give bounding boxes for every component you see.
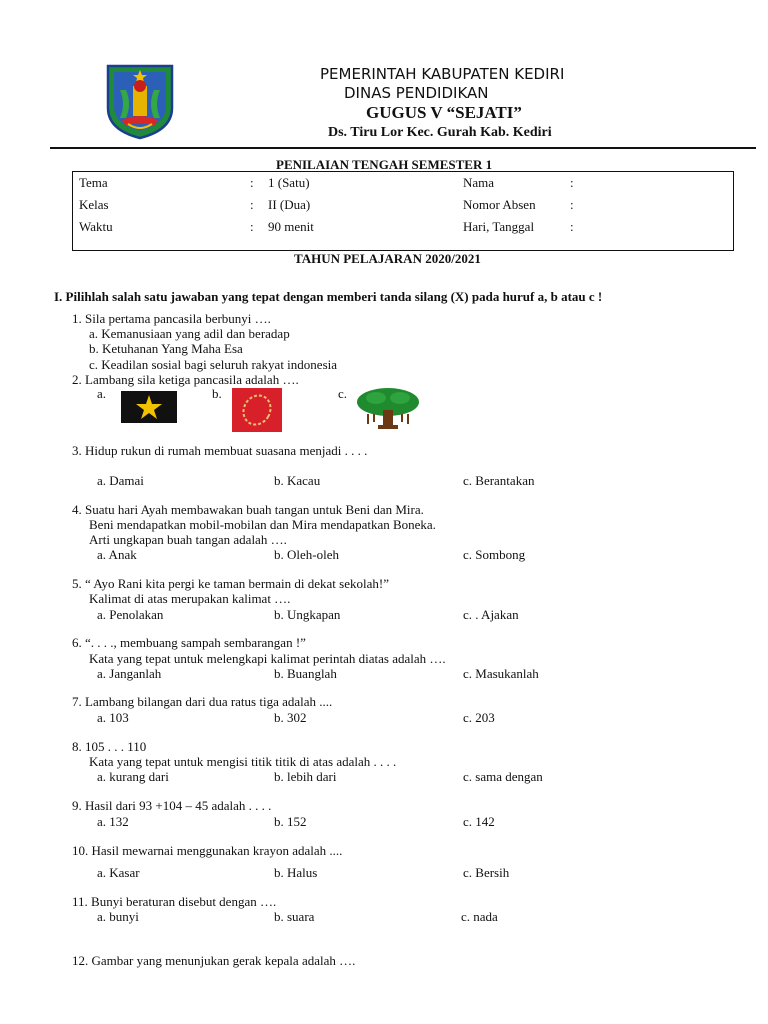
question-4: 4. Suatu hari Ayah membawakan buah tangan untuk Beni dan Mira.	[72, 502, 424, 517]
q5-option-b[interactable]: b. Ungkapan	[274, 607, 341, 622]
question-4-line-3: Arti ungkapan buah tangan adalah ….	[89, 532, 287, 547]
q3-option-c[interactable]: c. Berantakan	[463, 473, 535, 488]
q3-option-a[interactable]: a. Damai	[97, 473, 144, 488]
section-1-instruction: I. Pilihlah salah satu jawaban yang tepat dengan memberi tanda silang (X) pada huruf a, b atau c !	[54, 289, 603, 304]
q2-option-c[interactable]: c.	[338, 386, 348, 401]
hari-label: Hari, Tanggal	[463, 219, 535, 234]
q9-option-b[interactable]: b. 152	[274, 814, 307, 829]
q1-option-c[interactable]: c. Keadilan sosial bagi seluruh rakyat indonesia	[89, 357, 338, 372]
q8-option-a[interactable]: a. kurang dari	[97, 769, 169, 784]
q11-option-a[interactable]: a. bunyi	[97, 909, 139, 924]
q7-option-a[interactable]: a. 103	[97, 710, 129, 725]
school-year: TAHUN PELAJARAN 2020/2021	[294, 251, 481, 266]
waktu-label: Waktu	[79, 219, 113, 234]
q3-option-b[interactable]: b. Kacau	[274, 473, 321, 488]
header-address: Ds. Tiru Lor Kec. Gurah Kab. Kediri	[328, 125, 552, 140]
question-2: 2. Lambang sila ketiga pancasila adalah ….	[72, 372, 299, 387]
question-6: 6. “. . . ., membuang sampah sembarangan !”	[72, 635, 306, 650]
kelas-colon: :	[250, 197, 254, 212]
exam-title: PENILAIAN TENGAH SEMESTER 1	[276, 157, 493, 172]
star-emblem-icon	[121, 391, 177, 423]
question-12: 12. Gambar yang menunjukan gerak kepala adalah ….	[72, 953, 356, 968]
q7-option-c[interactable]: c. 203	[463, 710, 495, 725]
q7-option-b[interactable]: b. 302	[274, 710, 307, 725]
nama-label: Nama	[463, 175, 495, 190]
q4-option-a[interactable]: a. Anak	[97, 547, 137, 562]
question-8-line-2: Kata yang tepat untuk mengisi titik titik di atas adalah . . . .	[89, 754, 397, 769]
kelas-value: II (Dua)	[268, 197, 311, 212]
q11-option-c[interactable]: c. nada	[461, 909, 498, 924]
kediri-regency-emblem-icon	[106, 64, 174, 140]
absen-colon: :	[570, 197, 574, 212]
header-divider	[50, 147, 756, 149]
nama-colon: :	[570, 175, 574, 190]
q1-option-a[interactable]: a. Kemanusiaan yang adil dan beradap	[89, 326, 290, 341]
q9-option-c[interactable]: c. 142	[463, 814, 495, 829]
question-3: 3. Hidup rukun di rumah membuat suasana menjadi . . . .	[72, 443, 368, 458]
tema-colon: :	[250, 175, 254, 190]
hari-colon: :	[570, 219, 574, 234]
q10-option-c[interactable]: c. Bersih	[463, 865, 510, 880]
q10-option-b[interactable]: b. Halus	[274, 865, 318, 880]
kelas-label: Kelas	[79, 197, 109, 212]
q6-option-b[interactable]: b. Buanglah	[274, 666, 337, 681]
header-cluster: GUGUS V “SEJATI”	[366, 103, 522, 122]
q4-option-b[interactable]: b. Oleh-oleh	[274, 547, 339, 562]
q6-option-a[interactable]: a. Janganlah	[97, 666, 162, 681]
q10-option-a[interactable]: a. Kasar	[97, 865, 140, 880]
question-5: 5. “ Ayo Rani kita pergi ke taman bermain di dekat sekolah!”	[72, 576, 389, 591]
absen-label: Nomor Absen	[463, 197, 536, 212]
tema-label: Tema	[79, 175, 108, 190]
chain-emblem-icon	[232, 388, 282, 432]
student-info-box	[72, 171, 734, 251]
q2-option-a[interactable]: a.	[97, 386, 107, 401]
question-8: 8. 105 . . . 110	[72, 739, 147, 754]
waktu-value: 90 menit	[268, 219, 314, 234]
header-department: DINAS PENDIDIKAN	[344, 84, 489, 102]
q5-option-c[interactable]: c. . Ajakan	[463, 607, 519, 622]
q2-option-b[interactable]: b.	[212, 386, 222, 401]
q5-option-a[interactable]: a. Penolakan	[97, 607, 164, 622]
question-4-line-2: Beni mendapatkan mobil-mobilan dan Mira mendapatkan Boneka.	[89, 517, 436, 532]
q6-option-c[interactable]: c. Masukanlah	[463, 666, 539, 681]
q1-option-b[interactable]: b. Ketuhanan Yang Maha Esa	[89, 341, 243, 356]
question-6-line-2: Kata yang tepat untuk melengkapi kalimat perintah diatas adalah ….	[89, 651, 446, 666]
question-5-line-2: Kalimat di atas merupakan kalimat ….	[89, 591, 291, 606]
q8-option-c[interactable]: c. sama dengan	[463, 769, 543, 784]
q8-option-b[interactable]: b. lebih dari	[274, 769, 337, 784]
question-1: 1. Sila pertama pancasila berbunyi ….	[72, 311, 271, 326]
q4-option-c[interactable]: c. Sombong	[463, 547, 526, 562]
waktu-colon: :	[250, 219, 254, 234]
question-9: 9. Hasil dari 93 +104 – 45 adalah . . . .	[72, 798, 272, 813]
question-7: 7. Lambang bilangan dari dua ratus tiga adalah ....	[72, 694, 333, 709]
q11-option-b[interactable]: b. suara	[274, 909, 315, 924]
header-government: PEMERINTAH KABUPATEN KEDIRI	[320, 65, 565, 83]
question-10: 10. Hasil mewarnai menggunakan krayon adalah ....	[72, 843, 343, 858]
q9-option-a[interactable]: a. 132	[97, 814, 129, 829]
banyan-tree-emblem-icon	[354, 386, 422, 430]
question-11: 11. Bunyi beraturan disebut dengan ….	[72, 894, 277, 909]
tema-value: 1 (Satu)	[268, 175, 310, 190]
